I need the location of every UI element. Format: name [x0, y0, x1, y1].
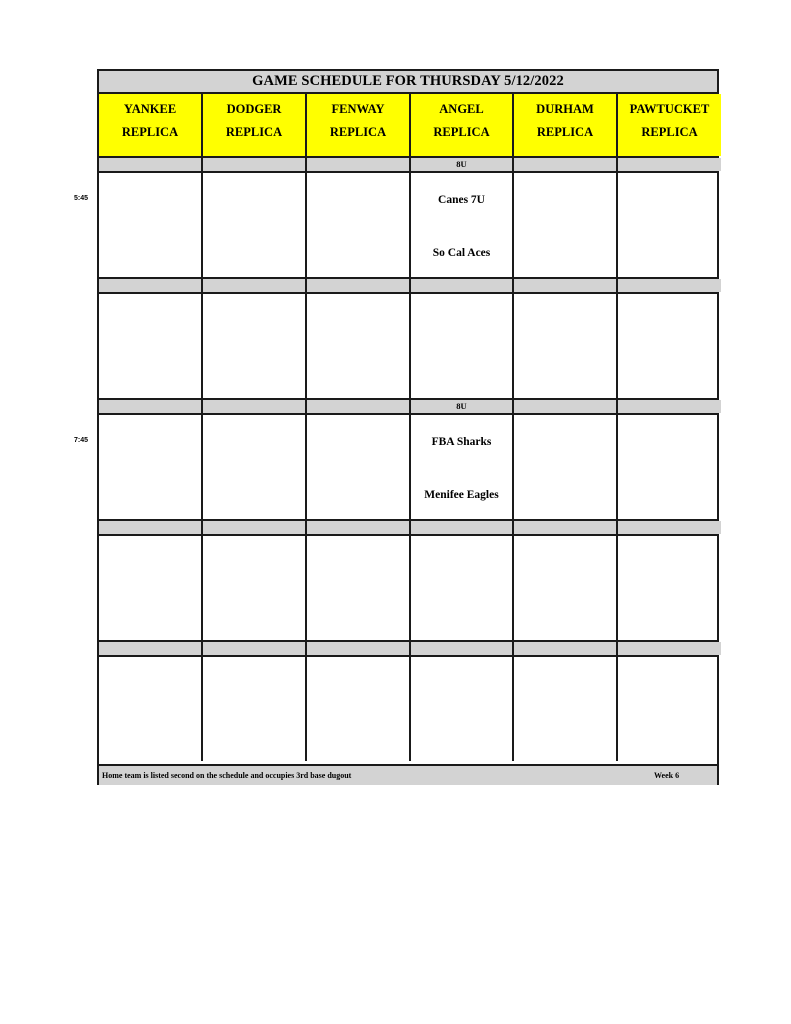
empty-game-cell	[618, 657, 721, 761]
division-cell	[99, 642, 203, 655]
week-label: Week 6	[654, 771, 680, 780]
division-cell: 8U	[411, 400, 514, 413]
division-cell	[203, 642, 307, 655]
empty-game-cell	[307, 415, 411, 519]
empty-game-cell	[514, 415, 618, 519]
division-cell	[307, 642, 411, 655]
empty-game-cell	[411, 536, 514, 640]
division-cell	[411, 279, 514, 292]
time-slot-row	[99, 519, 717, 640]
home-team-note: Home team is listed second on the schedule and occupies 3rd base dugout	[102, 771, 352, 780]
empty-game-cell	[618, 173, 721, 277]
time-slot-row	[99, 156, 717, 277]
division-cell	[99, 158, 203, 171]
division-cell	[514, 642, 618, 655]
time-slot-row	[99, 398, 717, 519]
division-cell	[514, 279, 618, 292]
division-cell	[618, 158, 721, 171]
game-cell	[411, 173, 514, 277]
empty-game-cell	[307, 173, 411, 277]
empty-game-cell	[99, 657, 203, 761]
division-cell	[203, 279, 307, 292]
division-cell	[203, 521, 307, 534]
empty-game-cell	[203, 657, 307, 761]
field-name: YANKEE	[123, 102, 177, 116]
field-subtitle: REPLICA	[121, 125, 179, 139]
division-cell: 8U	[411, 158, 514, 171]
field-name: PAWTUCKET	[629, 102, 710, 116]
field-header-angel	[411, 94, 514, 156]
empty-game-cell	[99, 173, 203, 277]
field-header-dodger	[203, 94, 307, 156]
time-slot-row	[99, 640, 717, 761]
empty-game-cell	[514, 657, 618, 761]
division-cell	[618, 642, 721, 655]
field-header-row	[99, 94, 717, 156]
slot-time: 7:45	[74, 437, 89, 444]
home-team: Menifee Eagles	[424, 489, 499, 501]
division-cell	[307, 279, 411, 292]
empty-game-cell	[99, 294, 203, 398]
field-header-durham	[514, 94, 618, 156]
division-band	[99, 277, 717, 294]
away-team: Canes 7U	[438, 194, 485, 206]
field-subtitle: REPLICA	[329, 125, 387, 139]
division-band	[99, 519, 717, 536]
empty-game-cell	[203, 415, 307, 519]
empty-game-cell	[618, 294, 721, 398]
field-subtitle: REPLICA	[225, 125, 283, 139]
game-slot	[99, 415, 717, 519]
game-slot	[99, 536, 717, 640]
field-header-yankee	[99, 94, 203, 156]
division-cell	[99, 521, 203, 534]
schedule-title: GAME SCHEDULE FOR THURSDAY 5/12/2022	[99, 71, 717, 94]
field-header-fenway	[307, 94, 411, 156]
division-band	[99, 640, 717, 657]
empty-game-cell	[203, 294, 307, 398]
empty-game-cell	[203, 173, 307, 277]
field-name: ANGEL	[439, 102, 484, 116]
empty-game-cell	[203, 536, 307, 640]
field-subtitle: REPLICA	[641, 125, 698, 139]
field-name: FENWAY	[331, 102, 385, 116]
empty-game-cell	[307, 294, 411, 398]
division-cell	[514, 158, 618, 171]
field-header-pawtucket	[618, 94, 721, 156]
empty-game-cell	[618, 415, 721, 519]
division-cell	[307, 158, 411, 171]
division-cell	[618, 279, 721, 292]
away-team: FBA Sharks	[431, 436, 492, 448]
game-cell	[411, 415, 514, 519]
division-cell	[411, 521, 514, 534]
empty-game-cell	[514, 294, 618, 398]
empty-game-cell	[99, 415, 203, 519]
empty-game-cell	[307, 657, 411, 761]
empty-game-cell	[514, 536, 618, 640]
division-cell	[411, 642, 514, 655]
division-cell	[203, 400, 307, 413]
field-subtitle: REPLICA	[433, 125, 490, 139]
empty-game-cell	[618, 536, 721, 640]
division-cell	[99, 400, 203, 413]
game-slot	[99, 294, 717, 398]
empty-game-cell	[307, 536, 411, 640]
game-slot	[99, 657, 717, 761]
division-band	[99, 398, 717, 415]
division-cell	[203, 158, 307, 171]
division-cell	[99, 279, 203, 292]
empty-game-cell	[411, 657, 514, 761]
empty-game-cell	[99, 536, 203, 640]
slot-time: 5:45	[74, 195, 89, 202]
field-subtitle: REPLICA	[536, 125, 594, 139]
division-cell	[514, 521, 618, 534]
time-slot-row	[99, 277, 717, 398]
division-cell	[514, 400, 618, 413]
schedule-footer	[99, 764, 717, 785]
division-cell	[618, 400, 721, 413]
field-name: DODGER	[226, 102, 282, 116]
game-slot	[99, 173, 717, 277]
division-cell	[307, 521, 411, 534]
empty-game-cell	[411, 294, 514, 398]
division-band	[99, 156, 717, 173]
schedule-sheet	[97, 69, 719, 785]
empty-game-cell	[514, 173, 618, 277]
division-cell	[307, 400, 411, 413]
home-team: So Cal Aces	[432, 247, 491, 259]
field-name: DURHAM	[536, 102, 594, 116]
division-cell	[618, 521, 721, 534]
